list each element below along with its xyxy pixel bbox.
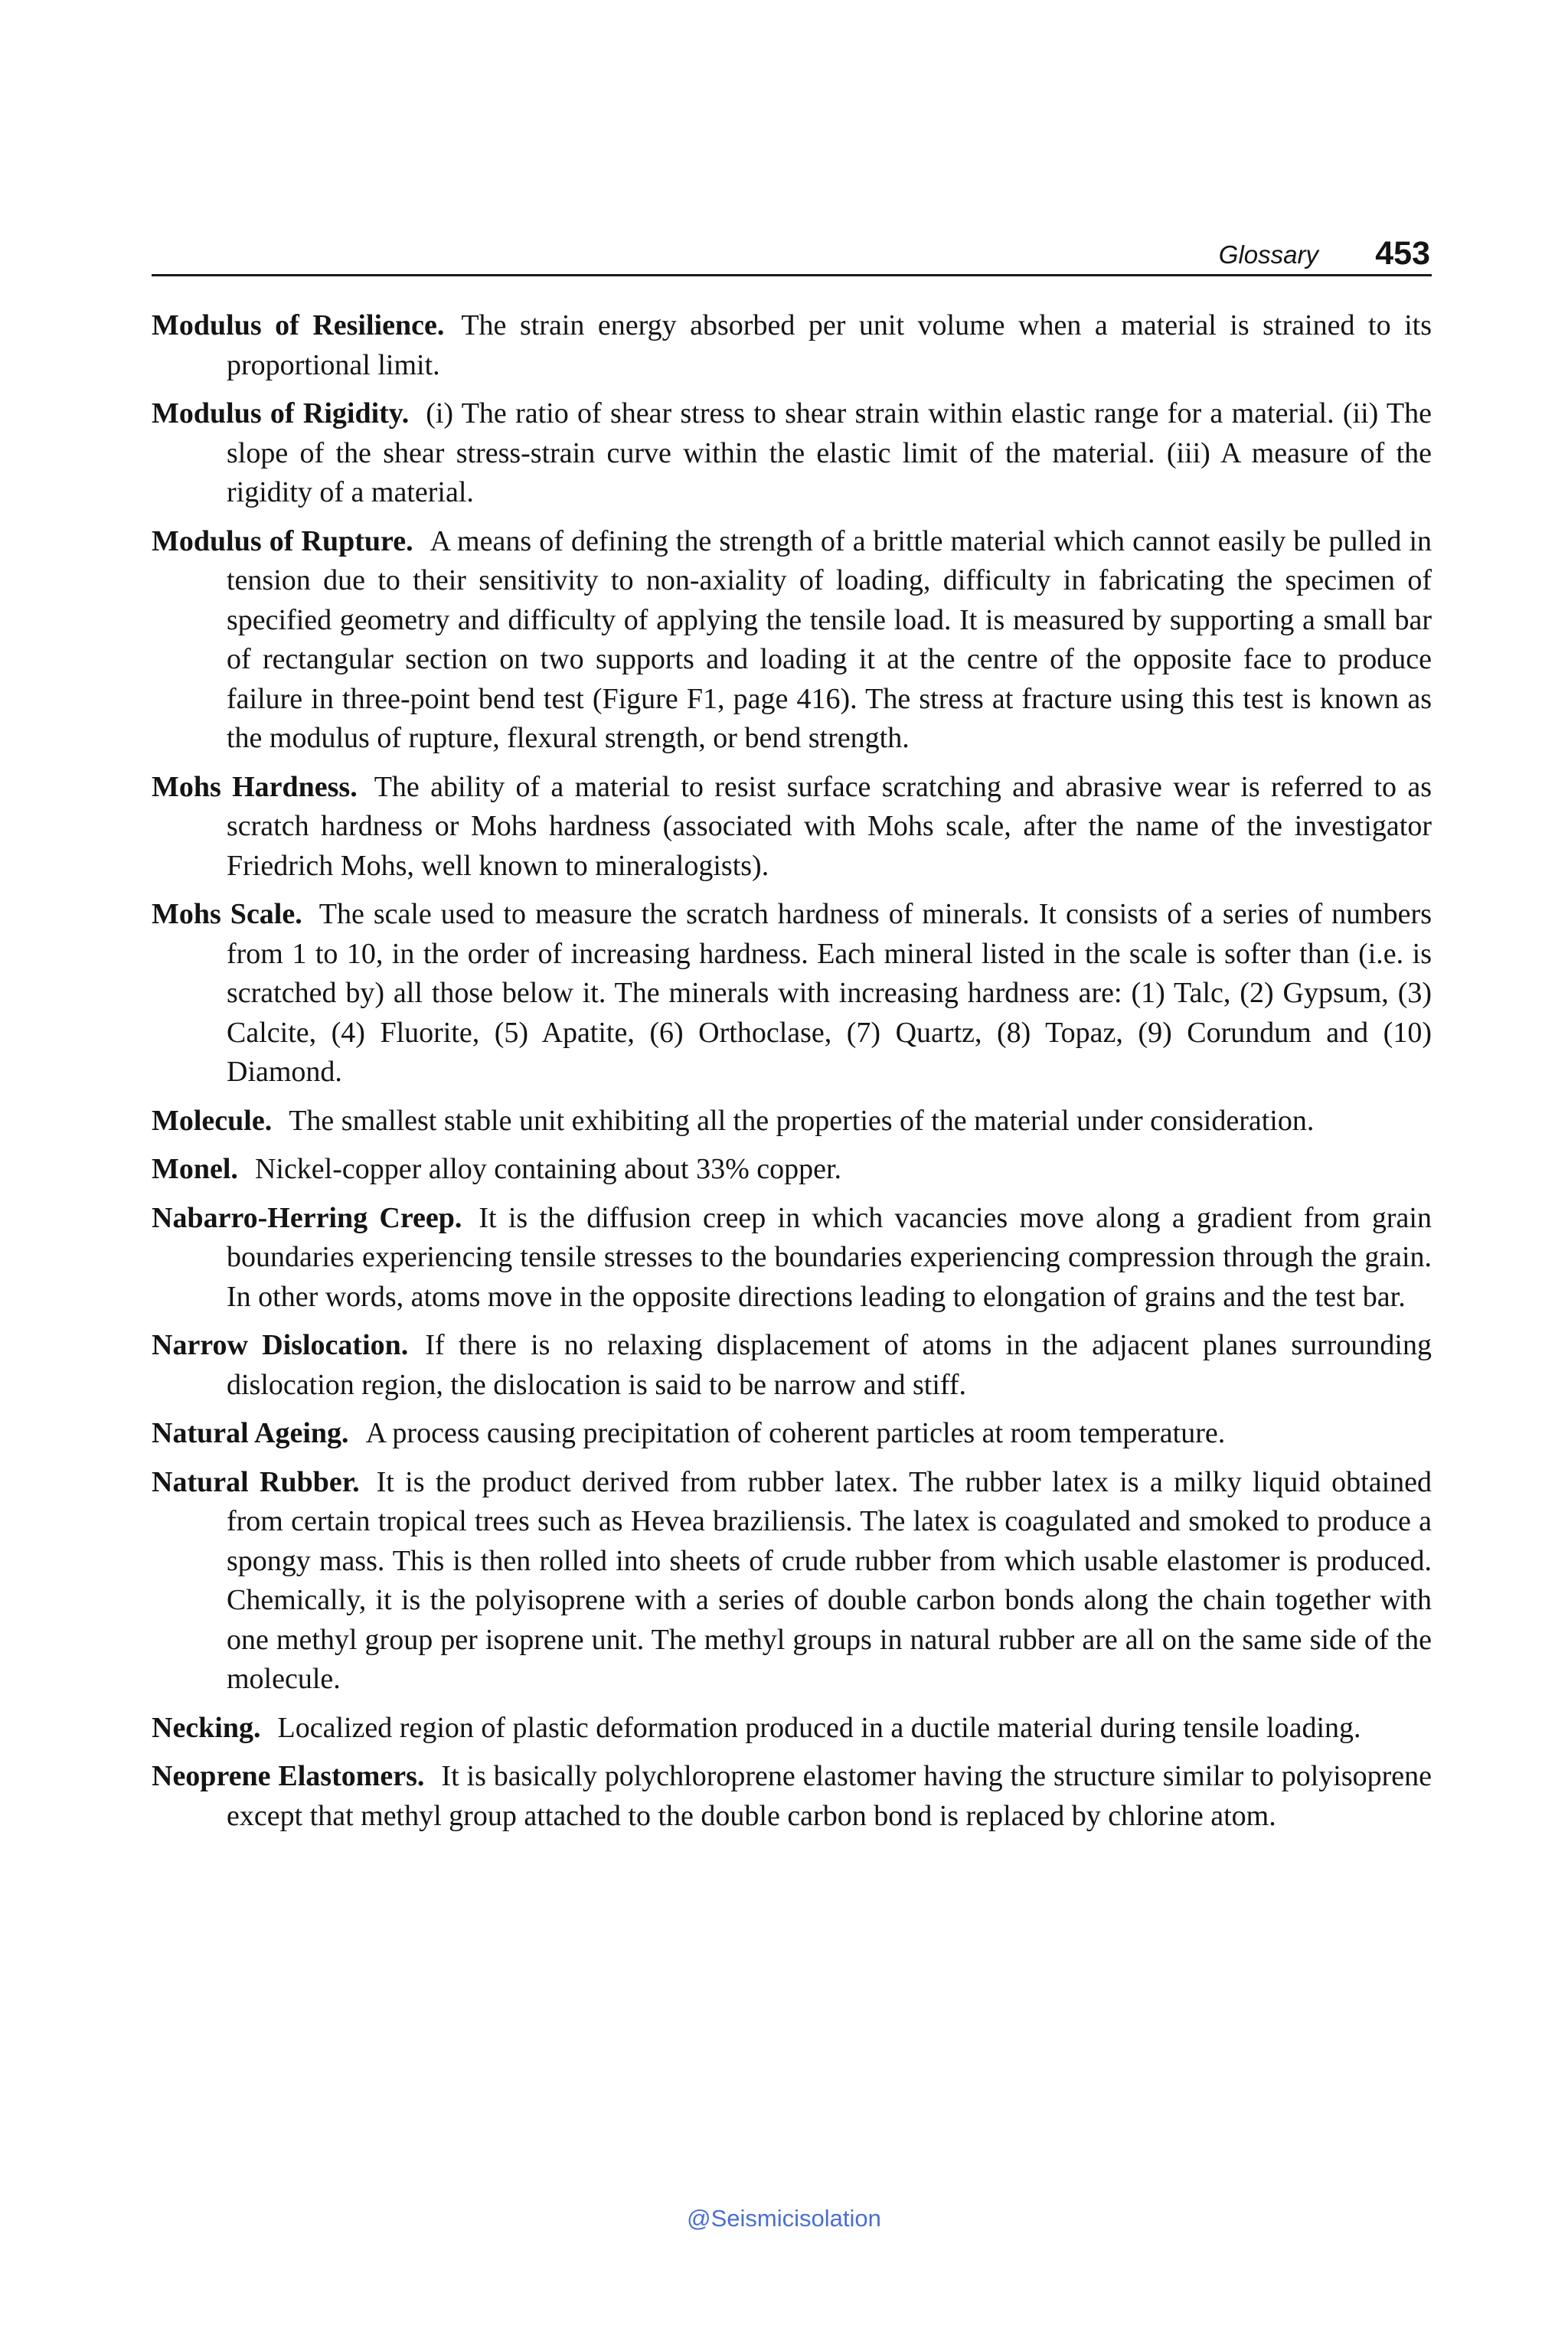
page-header xyxy=(152,227,1432,276)
glossary-definition: Localized region of plastic deformation produced in a ductile material during tensile loading. xyxy=(277,1711,1361,1744)
glossary-entry xyxy=(152,895,1432,1092)
glossary-definition: A means of defining the strength of a brittle material which cannot easily be pulled in tension due to their sensitivity to non-axiality of loading, difficulty in fabricating the specimen of specified geometry and difficulty of applying the tensile load. It is measured by supporting a small bar of rectangular section on two supports and loading it at the centre of the opposite face to produce failure in three-point bend test (Figure F1, page 416). The stress at fracture using this test is known as the modulus of rupture, flexural strength, or bend strength. xyxy=(227,524,1432,754)
glossary-entry xyxy=(152,1102,1432,1141)
glossary-term: Necking. xyxy=(152,1711,261,1744)
glossary-entry xyxy=(152,1199,1432,1318)
page-number: 453 xyxy=(1375,235,1430,272)
glossary-term: Neoprene Elastomers. xyxy=(152,1760,425,1792)
glossary-definition: It is the diffusion creep in which vacancies move along a gradient from grain boundaries experiencing tensile stresses to the boundaries experiencing compression through the grain. In other words, atoms move in the opposite directions leading to elongation of grains and the test bar. xyxy=(227,1201,1432,1313)
glossary-term: Monel. xyxy=(152,1153,238,1185)
glossary-term: Natural Ageing. xyxy=(152,1417,349,1449)
glossary-term: Natural Rubber. xyxy=(152,1465,360,1498)
glossary-definition: It is the product derived from rubber latex. The rubber latex is a milky liquid obtained from certain tropical trees such as Hevea braziliensis. The latex is coagulated and smoked to produce a spongy mass. This is then rolled into sheets of crude rubber from which usable elastomer is produced. Chemically, it is the polyisoprene with a series of double carbon bonds along the chain together with one methyl group per isoprene unit. The methyl groups in natural rubber are all on the same side of the molecule. xyxy=(227,1465,1432,1695)
glossary-entry xyxy=(152,1757,1432,1836)
glossary-entry xyxy=(152,522,1432,759)
glossary-definition: The ability of a material to resist surface scratching and abrasive wear is referred to as scratch hardness or Mohs hardness (associated with Mohs scale, after the name of the investigator Friedrich Mohs, well known to mineralogists). xyxy=(227,770,1432,882)
glossary-entry xyxy=(152,1463,1432,1700)
glossary-definition: A process causing precipitation of coherent particles at room temperature. xyxy=(365,1417,1226,1449)
glossary-entries xyxy=(152,306,1432,1845)
glossary-definition: The strain energy absorbed per unit volume when a material is strained to its proportional limit. xyxy=(227,309,1432,381)
glossary-term: Nabarro-Herring Creep. xyxy=(152,1201,462,1234)
glossary-definition: The smallest stable unit exhibiting all the properties of the material under consideration. xyxy=(289,1104,1315,1137)
glossary-definition: If there is no relaxing displacement of atoms in the adjacent planes surrounding dislocation region, the dislocation is said to be narrow and stiff. xyxy=(227,1329,1432,1401)
glossary-term: Mohs Scale. xyxy=(152,898,302,930)
glossary-term: Narrow Dislocation. xyxy=(152,1329,409,1361)
glossary-entry xyxy=(152,768,1432,887)
glossary-entry xyxy=(152,1709,1432,1749)
glossary-term: Mohs Hardness. xyxy=(152,770,358,803)
glossary-definition: It is basically polychloroprene elastomer having the structure similar to polyisoprene except that methyl group attached to the double carbon bond is replaced by chlorine atom. xyxy=(227,1760,1432,1832)
glossary-definition: The scale used to measure the scratch hardness of minerals. It consists of a series of numbers from 1 to 10, in the order of increasing hardness. Each mineral listed in the scale is softer than (i.e. is scratched by) all those below it. The minerals with increasing hardness are: (1) Talc, (2) Gypsum, (3) Calcite, (4) Fluorite, (5) Apatite, (6) Orthoclase, (7) Quartz, (8) Topaz, (9) Corundum and (10) Diamond. xyxy=(227,898,1432,1088)
glossary-entry xyxy=(152,394,1432,513)
glossary-entry xyxy=(152,1414,1432,1454)
glossary-entry xyxy=(152,1326,1432,1405)
glossary-term: Modulus of Rupture. xyxy=(152,524,413,557)
watermark-text: @Seismicisolation xyxy=(687,2205,881,2232)
running-header-title: Glossary xyxy=(1218,240,1318,269)
glossary-entry xyxy=(152,306,1432,385)
glossary-definition: Nickel-copper alloy containing about 33% copper. xyxy=(254,1153,842,1185)
glossary-entry xyxy=(152,1150,1432,1190)
glossary-definition: (i) The ratio of shear stress to shear strain within elastic range for a material. (ii) The slope of the shear stress-strain curve within the elastic limit of the material. (iii) A measure of the rigidity of a material. xyxy=(227,397,1432,508)
glossary-term: Modulus of Resilience. xyxy=(152,309,445,341)
glossary-term: Modulus of Rigidity. xyxy=(152,397,410,429)
glossary-term: Molecule. xyxy=(152,1104,273,1137)
